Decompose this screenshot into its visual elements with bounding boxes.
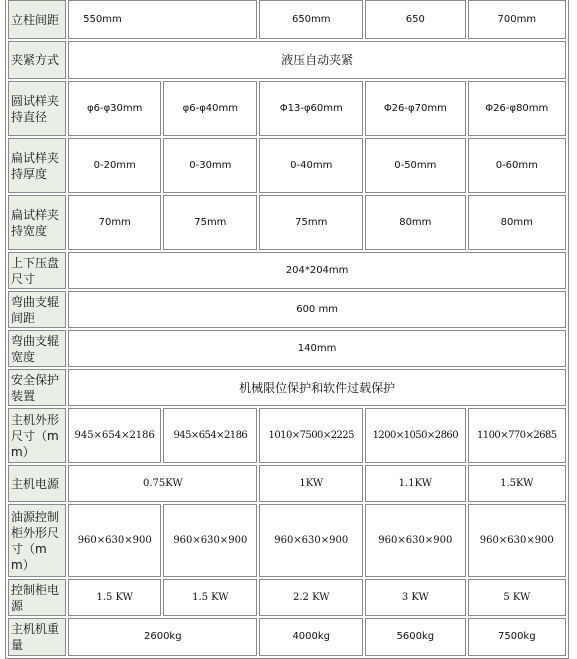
row-main-unit-weight <box>8 618 566 656</box>
table-cell: 2.2 KW <box>259 579 363 616</box>
row-label: 立柱间距 <box>8 0 66 39</box>
table-cell: 650mm <box>259 0 363 39</box>
table-cell: 1.5KW <box>468 465 566 502</box>
table-cell: 140mm <box>68 330 566 367</box>
row-flat-grip-width <box>8 195 566 250</box>
table-cell: 945×654×2186 <box>163 408 257 463</box>
row-label: 弯曲支辊间距 <box>8 291 66 328</box>
spec-table <box>5 0 569 659</box>
row-main-unit-power <box>8 465 566 502</box>
table-cell: 液压自动夹紧 <box>68 41 566 79</box>
table-cell: 1.1KW <box>365 465 465 502</box>
table-cell: 80mm <box>365 195 465 250</box>
row-bend-roller-spacing <box>8 291 566 328</box>
table-cell: 3 KW <box>365 579 465 616</box>
row-clamping-method <box>8 41 566 79</box>
table-cell: 2600kg <box>68 618 257 656</box>
row-oil-cabinet-dimensions <box>8 504 566 577</box>
row-bend-roller-width <box>8 330 566 367</box>
table-cell: 70mm <box>68 195 161 250</box>
table-cell: 650 <box>365 0 465 39</box>
table-cell: 1200×1050×2860 <box>365 408 465 463</box>
row-platen-size <box>8 252 566 289</box>
table-cell: 0-60mm <box>468 138 566 193</box>
table-cell: 960×630×900 <box>163 504 257 577</box>
table-cell: 700mm <box>468 0 566 39</box>
table-cell: 1010×7500×2225 <box>259 408 363 463</box>
table-cell: 0.75KW <box>68 465 257 502</box>
table-cell: 1.5 KW <box>68 579 161 616</box>
row-label: 主机机重量 <box>8 618 66 656</box>
table-cell: 1100×770×2685 <box>468 408 566 463</box>
table-cell: 600 mm <box>68 291 566 328</box>
table-cell: Φ13-φ60mm <box>259 81 363 136</box>
table-cell: 80mm <box>468 195 566 250</box>
row-safety-protection <box>8 369 566 406</box>
table-cell: 0-50mm <box>365 138 465 193</box>
table-cell: 75mm <box>259 195 363 250</box>
table-cell: 4000kg <box>259 618 363 656</box>
table-cell: 0-30mm <box>163 138 257 193</box>
table-cell: 1KW <box>259 465 363 502</box>
table-cell: 1.5 KW <box>163 579 257 616</box>
row-round-grip-diameter <box>8 81 566 136</box>
row-label: 油源控制柜外形尺寸（mm） <box>8 504 66 577</box>
table-cell: φ6-φ30mm <box>68 81 161 136</box>
table-cell: φ6-φ40mm <box>163 81 257 136</box>
row-cabinet-power <box>8 579 566 616</box>
table-cell: 550mm <box>68 0 257 39</box>
table-cell: 204*204mm <box>68 252 566 289</box>
row-label: 夹紧方式 <box>8 41 66 79</box>
row-flat-grip-thickness <box>8 138 566 193</box>
table-cell: 75mm <box>163 195 257 250</box>
table-cell: Φ26-φ70mm <box>365 81 465 136</box>
table-cell: 945×654×2186 <box>68 408 161 463</box>
row-label: 扁试样夹持厚度 <box>8 138 66 193</box>
table-cell: 960×630×900 <box>259 504 363 577</box>
row-label: 上下压盘尺寸 <box>8 252 66 289</box>
table-cell: 0-40mm <box>259 138 363 193</box>
table-cell: 机械限位保护和软件过载保护 <box>68 369 566 406</box>
table-cell: 5600kg <box>365 618 465 656</box>
table-cell: 5 KW <box>468 579 566 616</box>
row-label: 主机外形尺寸（mm） <box>8 408 66 463</box>
table-cell: 0-20mm <box>68 138 161 193</box>
table-cell: 960×630×900 <box>68 504 161 577</box>
table-cell: 7500kg <box>468 618 566 656</box>
table-cell: 960×630×900 <box>468 504 566 577</box>
row-column-spacing <box>8 0 566 39</box>
table-cell: Φ26-φ80mm <box>468 81 566 136</box>
row-label: 安全保护装置 <box>8 369 66 406</box>
row-label: 控制柜电源 <box>8 579 66 616</box>
table-cell: 960×630×900 <box>365 504 465 577</box>
row-label: 弯曲支辊宽度 <box>8 330 66 367</box>
row-main-unit-dimensions <box>8 408 566 463</box>
row-label: 主机电源 <box>8 465 66 502</box>
row-label: 圆试样夹持直径 <box>8 81 66 136</box>
row-label: 扁试样夹持宽度 <box>8 195 66 250</box>
